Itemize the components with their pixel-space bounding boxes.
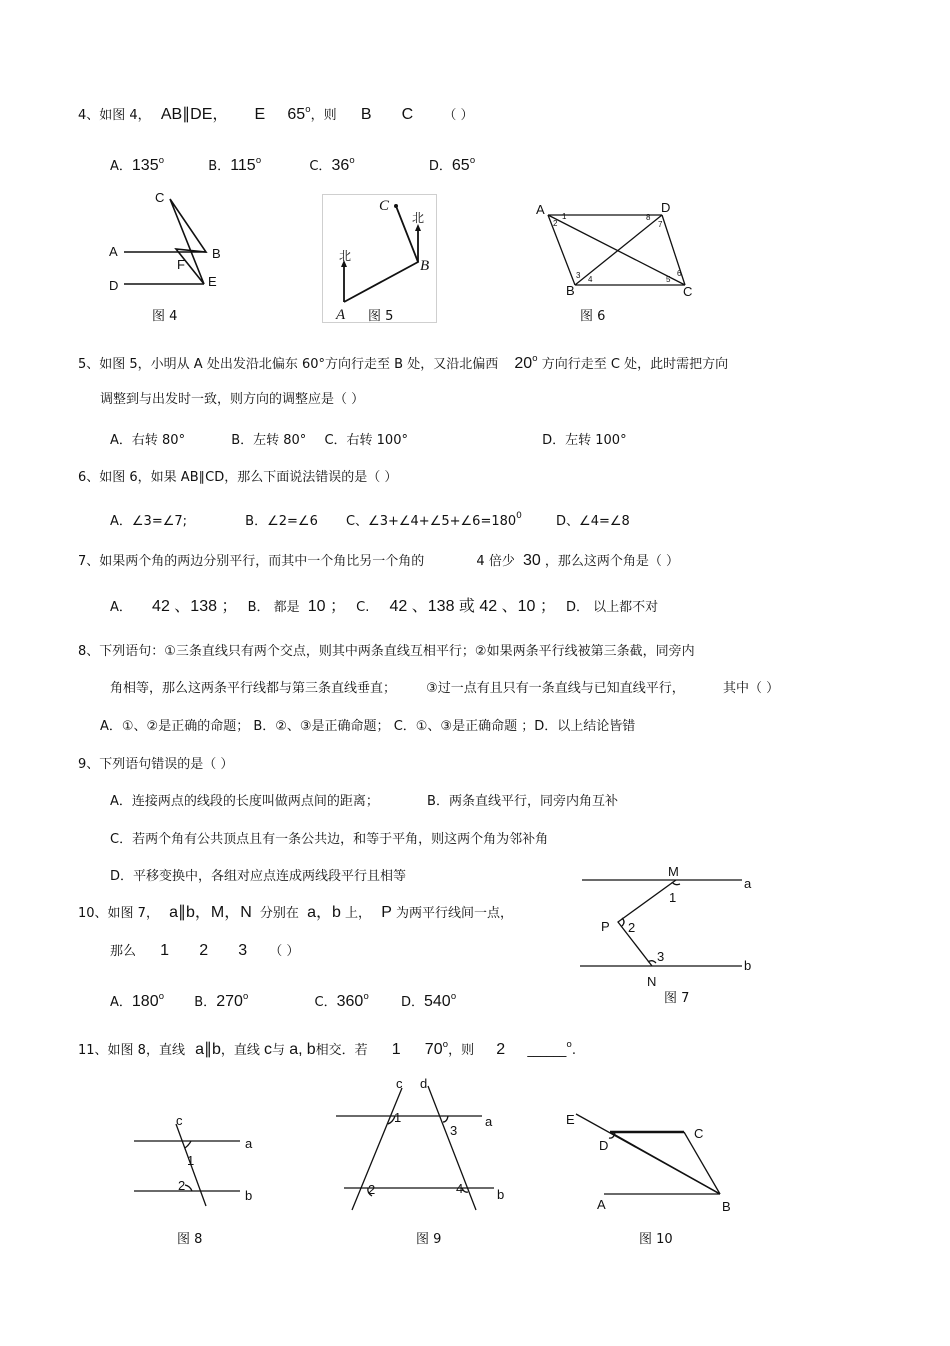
q5-opt-d: D．左转 100°	[542, 433, 627, 448]
q11-stem9: 1	[391, 1041, 401, 1058]
fig5-north-a: 北	[339, 249, 352, 263]
fig8-label-b: b	[245, 1188, 253, 1203]
fig5-label-a: A	[336, 307, 346, 323]
q8-options: A．①、②是正确的命题； B．②、③是正确命题； C．①、③是正确命题 ；D．以上结论皆错	[100, 719, 636, 734]
fig6-angle-1: 1	[562, 212, 567, 221]
q6-stem: 6、如图 6，如果 AB∥CD，那么下面说法错误的是（ ）	[78, 470, 398, 485]
q10-line2	[110, 942, 299, 961]
q4-opt-c-value: 36	[331, 157, 350, 174]
fig6-angle-7: 7	[658, 220, 663, 229]
q7-opt-d: D． 以上都不对	[566, 600, 659, 615]
q4-s2: E	[254, 106, 266, 123]
fig7-label-p: P	[601, 919, 610, 934]
q10-opt-d-label: D．	[400, 995, 424, 1010]
q10-stem5: 上，	[345, 906, 372, 921]
q11-stem10-sup: o	[442, 1040, 449, 1050]
fig9-angle-1: 1	[394, 1110, 402, 1125]
q4-opt-b-label: B．	[208, 159, 231, 174]
fig9-label-a: a	[485, 1114, 493, 1129]
fig7-label-n: N	[647, 974, 657, 989]
figure-8	[130, 1110, 270, 1250]
fig9-label-d: d	[420, 1076, 428, 1091]
q4-opt-a-sup: o	[158, 156, 165, 166]
q10-line2c: 2	[199, 942, 209, 959]
q5-line1a: 5、如图 5，小明从 A 处出发沿北偏东 60°方向行走至 B 处，又沿北偏西	[78, 357, 499, 372]
figure-9	[330, 1074, 520, 1250]
fig6-label-c: C	[683, 284, 693, 299]
q10-opt-b-label: B．	[194, 995, 217, 1010]
fig7-label-m: M	[668, 864, 679, 879]
fig8-label-a: a	[245, 1136, 253, 1151]
fig6-angle-8: 8	[646, 213, 651, 222]
q10-stem2: a∥b，M，N	[169, 904, 252, 921]
q7-options	[110, 598, 658, 617]
q11-stem5: 与	[272, 1043, 286, 1058]
fig10-label-a: A	[597, 1197, 606, 1212]
fig7-angle-3: 3	[657, 949, 665, 964]
fig4-label-c: C	[155, 190, 165, 205]
q7-opt-c1: C.	[356, 600, 370, 615]
fig7-label-a: a	[744, 876, 752, 891]
fig7-label-b: b	[744, 958, 752, 973]
q11-stem14: .	[571, 1043, 576, 1058]
q11-stem8: 相交．若	[315, 1043, 368, 1058]
q4-s3-sup: o	[305, 105, 311, 115]
q10-opt-a-label: A．	[110, 995, 132, 1010]
fig6-angle-5: 5	[666, 275, 671, 284]
q10-stem3: 分别在	[259, 906, 299, 921]
q5-line1b: 20	[514, 355, 533, 372]
q5-opt-b: B．左转 80°	[231, 433, 307, 448]
fig4-label-b: B	[212, 246, 221, 261]
q5-opt-c: C．右转 100°	[324, 433, 408, 448]
q9-opt-b: B．两条直线平行，同旁内角互补	[427, 794, 618, 809]
q10-stem1: 10、如图 7，	[78, 906, 159, 921]
q7-stem4: ，那么这两个角是（ ）	[544, 554, 680, 569]
q10-line2b: 1	[160, 942, 170, 959]
q11-stem10: 70	[424, 1041, 443, 1058]
fig4-label-a: A	[109, 244, 118, 259]
q8-line2	[110, 680, 779, 698]
fig5-label-b: B	[420, 258, 430, 274]
figure-7	[576, 860, 766, 1010]
q10-line2e: （ ）	[269, 944, 300, 959]
fig8-label-c: c	[176, 1113, 183, 1128]
q11-stem13-sup: o	[566, 1040, 572, 1050]
q7-opt-b2: 10 ；	[307, 598, 347, 615]
q10-options	[110, 988, 456, 1012]
q10-stem7: 为两平行线间一点，	[396, 906, 514, 921]
q10-opt-a-value: 180	[131, 993, 159, 1010]
q9-stem: 9、下列语句错误的是（ ）	[78, 757, 234, 772]
q4-opt-d-value: 65	[451, 157, 470, 174]
fig6-label-a: A	[536, 202, 545, 217]
q11-stem3: ，直线	[220, 1043, 260, 1058]
fig9-caption: 图 9	[416, 1232, 442, 1247]
q4-options	[110, 152, 475, 176]
q7-opt-b1: B． 都是	[247, 600, 300, 615]
fig4-label-e: E	[208, 274, 217, 289]
q4-stem	[78, 101, 473, 125]
q5-opt-a: A．右转 80°	[110, 433, 186, 448]
q4-s3: 65	[287, 106, 306, 123]
fig6-label-b: B	[566, 283, 575, 298]
q10-opt-d-sup: o	[450, 992, 457, 1002]
q5-line2: 调整到与出发时一致，则方向的调整应是（ ）	[100, 392, 365, 407]
q10-line2d: 3	[238, 942, 248, 959]
fig10-caption: 图 10	[639, 1232, 673, 1247]
figure-6	[530, 198, 710, 328]
q5-line1	[78, 350, 728, 374]
q7-opt-a2: 42 、138 ；	[152, 598, 238, 615]
q4-opt-a-label: A．	[110, 159, 132, 174]
q11-stem12: 2	[496, 1041, 506, 1058]
fig7-caption: 图 7	[664, 991, 690, 1006]
q9-opt-a: A．连接两点的线段的长度叫做两点间的距离；	[110, 794, 379, 809]
q11-stem2: a∥b	[195, 1041, 221, 1058]
fig9-angle-3: 3	[450, 1123, 458, 1138]
q9-opt-c: C．若两个角有公共顶点且有一条公共边，和等于平角，则这两个角为邻补角	[110, 832, 549, 847]
q9-opt-d: D．平移变换中，各组对应点连成两线段平行且相等	[110, 869, 407, 884]
figure-5	[322, 194, 438, 324]
q11-stem1: 11、如图 8，直线	[78, 1043, 185, 1058]
q6-opt-b: B．∠2=∠6	[245, 514, 318, 529]
q7-stem1: 7、如果两个角的两边分别平行，而其中一个角比另一个角的	[78, 554, 425, 569]
q4-s7: （ ）	[443, 108, 474, 123]
fig6-angle-4: 4	[588, 275, 593, 284]
q11-stem6: a,	[289, 1041, 303, 1058]
q4-opt-d-label: D．	[428, 159, 452, 174]
fig5-label-c: C	[379, 198, 390, 214]
fig6-caption: 图 6	[580, 309, 606, 324]
q5-line1b-sup: o	[532, 354, 538, 364]
q7-stem2: 4 倍少	[476, 554, 515, 569]
q10-opt-c-value: 360	[336, 993, 364, 1010]
fig10-label-b: B	[722, 1199, 731, 1214]
q4-opt-b-value: 115	[230, 157, 256, 174]
figure-10	[560, 1106, 750, 1250]
q5-options	[110, 432, 627, 450]
fig9-label-c: c	[396, 1076, 403, 1091]
q10-opt-a-sup: o	[158, 992, 165, 1002]
q10-opt-b-value: 270	[216, 993, 243, 1010]
figure-4	[100, 185, 240, 330]
q11-stem4: c	[264, 1041, 273, 1058]
q10-line2a: 那么	[110, 944, 137, 959]
q4-s4: ，则	[310, 108, 337, 123]
q4-opt-d-sup: o	[469, 156, 476, 166]
fig10-label-c: C	[694, 1126, 704, 1141]
fig8-caption: 图 8	[177, 1232, 203, 1247]
q10-stem6: P	[381, 904, 392, 921]
q7-opt-c2: 42 、138 或 42 、10 ；	[389, 598, 556, 615]
q10-opt-d-value: 540	[424, 993, 451, 1010]
q10-opt-b-sup: o	[242, 992, 249, 1002]
q10-stem4: a，b	[307, 904, 341, 921]
q6-opt-a: A．∠3=∠7;	[110, 514, 188, 529]
fig9-angle-2: 2	[368, 1182, 376, 1197]
fig6-angle-6: 6	[677, 269, 682, 278]
q8-line1: 8、下列语句：①三条直线只有两个交点，则其中两条直线互相平行；②如果两条平行线被第三条截，同旁内	[78, 644, 695, 659]
fig4-label-d: D	[109, 278, 119, 293]
fig8-angle-2: 2	[178, 1178, 186, 1193]
q10-opt-c-sup: o	[363, 992, 369, 1002]
q6-opt-c-sup: 0	[516, 511, 522, 521]
fig10-label-e: E	[566, 1112, 575, 1127]
q4-s5: B	[360, 106, 372, 123]
q6-options	[110, 507, 630, 531]
fig9-angle-4: 4	[456, 1181, 464, 1196]
q10-stem	[78, 904, 513, 923]
fig10-label-d: D	[599, 1138, 609, 1153]
q4-stem-text: 4、如图 4，	[78, 108, 151, 123]
fig4-label-f: F	[177, 257, 185, 272]
fig6-label-d: D	[661, 200, 671, 215]
fig6-angle-2: 2	[553, 219, 558, 228]
fig5-north-b: 北	[412, 211, 425, 225]
q4-opt-a-value: 135	[131, 157, 159, 174]
q11-stem7: b	[306, 1041, 316, 1058]
fig8-angle-1: 1	[187, 1153, 195, 1168]
q4-opt-c-label: C．	[309, 159, 332, 174]
q4-s1: AB∥DE，	[160, 106, 229, 123]
q7-stem3: 30	[522, 552, 541, 569]
q4-s6: C	[401, 106, 414, 123]
q9-options-ab	[110, 793, 618, 811]
q6-opt-d: D、∠4=∠8	[556, 514, 630, 529]
q5-line1c: 方向行走至 C 处，此时需把方向	[541, 357, 729, 372]
fig9-label-b: b	[497, 1187, 505, 1202]
fig7-angle-1: 1	[669, 890, 677, 905]
q8-line2a: 角相等，那么这两条平行线都与第三条直线垂直；	[110, 681, 397, 696]
q6-opt-c: C、∠3+∠4+∠5+∠6=180	[345, 514, 517, 529]
q11-stem	[78, 1036, 576, 1060]
fig4-caption: 图 4	[152, 309, 178, 324]
q10-opt-c-label: C．	[314, 995, 337, 1010]
q11-stem11: ，则	[448, 1043, 475, 1058]
q7-opt-a1: A．	[110, 600, 132, 615]
q8-line2c: 其中（ ）	[722, 681, 780, 696]
q4-opt-b-sup: o	[255, 156, 262, 166]
fig7-angle-2: 2	[628, 920, 636, 935]
q4-opt-c-sup: o	[349, 156, 355, 166]
fig5-caption: 图 5	[368, 309, 394, 324]
fig6-angle-3: 3	[576, 271, 581, 280]
q8-line2b: ③过一点有且只有一条直线与已知直线平行，	[426, 681, 685, 696]
q11-stem13: ______	[527, 1043, 567, 1058]
q7-stem	[78, 552, 679, 571]
